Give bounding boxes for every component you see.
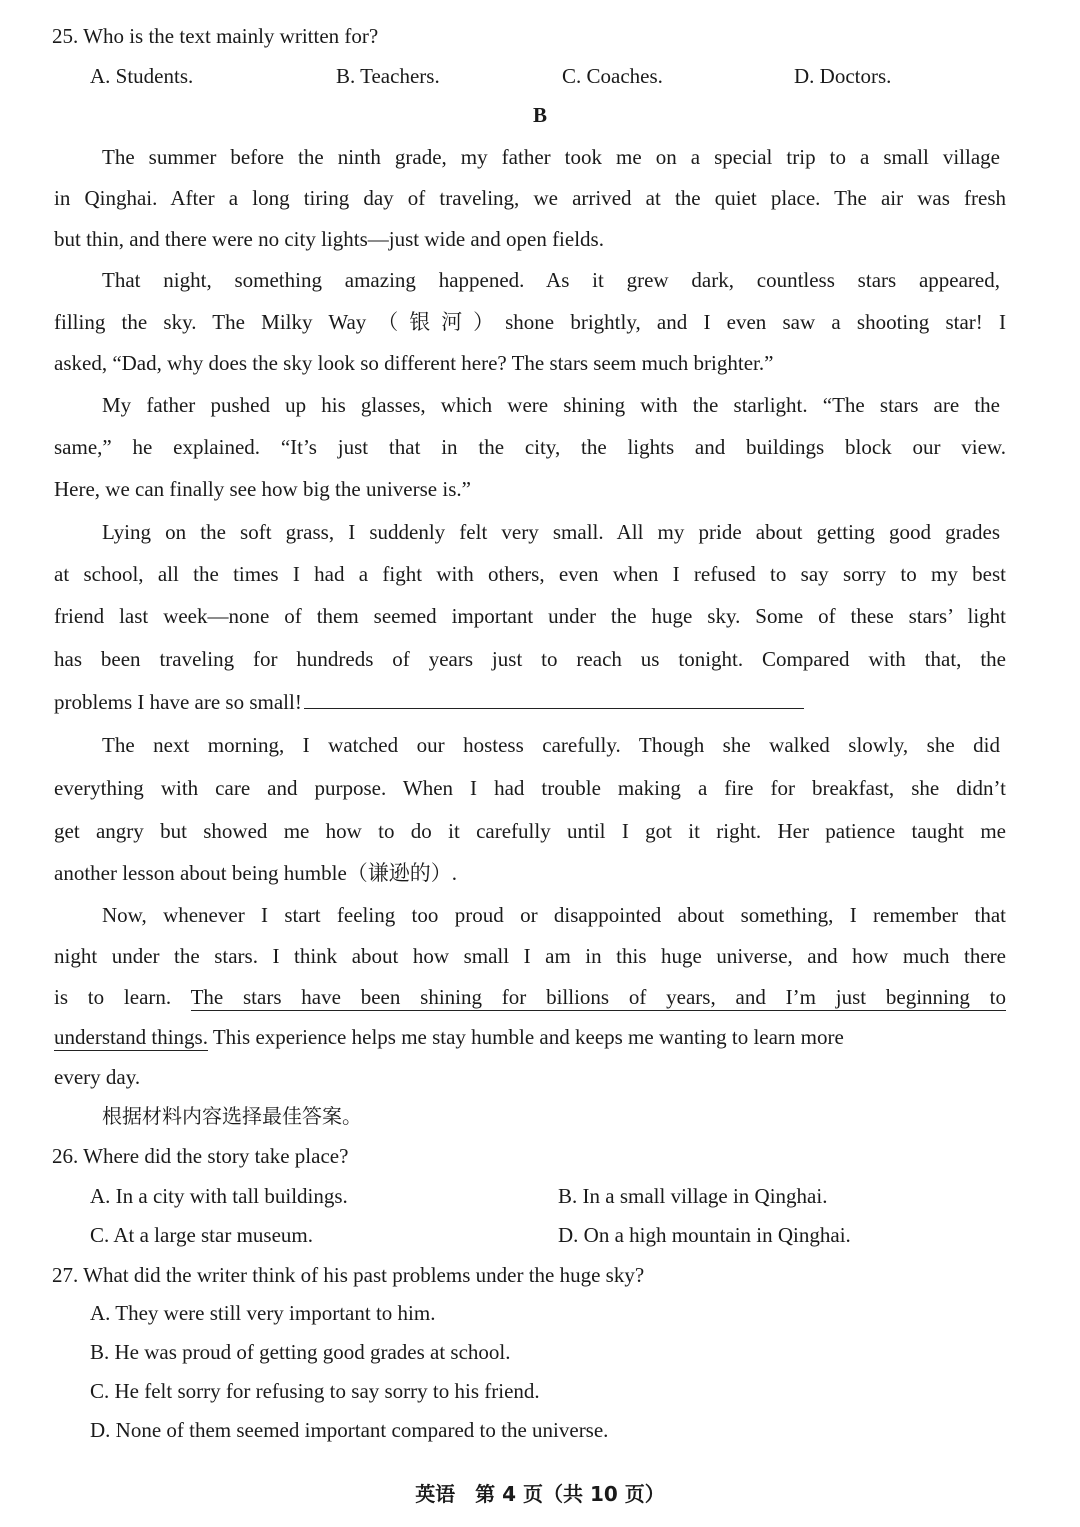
passage-line: every day. [54, 1065, 141, 1089]
q25-option-c: C. Coaches. [562, 64, 663, 88]
q27-option-a: A. They were still very important to him. [90, 1301, 436, 1325]
q25-option-d: D. Doctors. [794, 64, 892, 88]
passage-line: My father pushed up his glasses, which were shining with the starlight. “The stars are the [102, 393, 1000, 417]
passage-line: The next morning, I watched our hostess carefully. Though she walked slowly, she did [102, 733, 1000, 757]
passage-line-underlined [54, 983, 1006, 1011]
passage-line: That night, something amazing happened. As it grew dark, countless stars appeared, [102, 268, 1000, 292]
q26-question: 26. Where did the story take place? [52, 1144, 349, 1168]
passage-line: in Qinghai. After a long tiring day of traveling, we arrived at the quiet place. The air was fresh [54, 186, 1006, 210]
passage-line-underlined [54, 1023, 844, 1051]
passage-line: Now, whenever I start feeling too proud or disappointed about something, I remember that [102, 903, 1006, 927]
passage-text: is to learn. [54, 985, 191, 1009]
underlined-sentence: The stars have been shining for billions of years, and I’m just beginning to [190, 985, 1006, 1009]
q26-option-c: C. At a large star museum. [90, 1223, 313, 1247]
q27-option-b: B. He was proud of getting good grades at school. [90, 1340, 511, 1364]
passage-line: has been traveling for hundreds of years just to reach us tonight. Compared with that, the [54, 647, 1006, 671]
passage-line: filling the sky. The Milky Way（银河）shone brightly, and I even saw a shooting star! I [54, 310, 1006, 334]
q27-option-d: D. None of them seemed important compared to the universe. [90, 1418, 609, 1442]
underlined-sentence: understand things. [54, 1025, 208, 1049]
passage-line: get angry but showed me how to do it carefully until I got it right. Her patience taught me [54, 819, 1006, 843]
instruction: 根据材料内容选择最佳答案。 [102, 1104, 362, 1128]
q26-option-b: B. In a small village in Qinghai. [558, 1184, 828, 1208]
q25-option-b: B. Teachers. [336, 64, 440, 88]
passage-line: another lesson about being humble（谦逊的）. [54, 861, 458, 885]
passage-line: everything with care and purpose. When I had trouble making a fire for breakfast, she didn’t [54, 776, 1006, 800]
passage-line: at school, all the times I had a fight with others, even when I refused to say sorry to my best [54, 562, 1006, 586]
q27-option-c: C. He felt sorry for refusing to say sorry to his friend. [90, 1379, 540, 1403]
q26-option-a: A. In a city with tall buildings. [90, 1184, 348, 1208]
q25-question: 25. Who is the text mainly written for? [52, 24, 379, 48]
page-footer: 英语 第 4 页（共 10 页） [415, 1482, 665, 1506]
q25-option-a: A. Students. [90, 64, 194, 88]
passage-line: asked, “Dad, why does the sky look so different here? The stars seem much brighter.” [54, 351, 774, 375]
section-label: B [532, 103, 547, 127]
q26-option-d: D. On a high mountain in Qinghai. [558, 1223, 851, 1247]
passage-text: This experience helps me stay humble and keeps me wanting to learn more [207, 1025, 844, 1049]
passage-text: problems I have are so small! [54, 690, 302, 714]
passage-line: friend last week—none of them seemed important under the huge sky. Some of these stars’ light [54, 604, 1006, 628]
passage-line: Lying on the soft grass, I suddenly felt very small. All my pride about getting good grades [102, 520, 1000, 544]
answer-blank[interactable] [304, 688, 804, 709]
passage-line: but thin, and there were no city lights—just wide and open fields. [54, 227, 604, 251]
q27-question: 27. What did the writer think of his past problems under the huge sky? [52, 1263, 645, 1287]
passage-line: The summer before the ninth grade, my father took me on a special trip to a small village [102, 145, 1000, 169]
passage-line-with-blank [54, 688, 804, 716]
passage-line: same,” he explained. “It’s just that in the city, the lights and buildings block our view. [54, 435, 1006, 459]
passage-line: night under the stars. I think about how small I am in this huge universe, and how much there [54, 944, 1006, 968]
passage-line: Here, we can finally see how big the universe is.” [54, 477, 471, 501]
